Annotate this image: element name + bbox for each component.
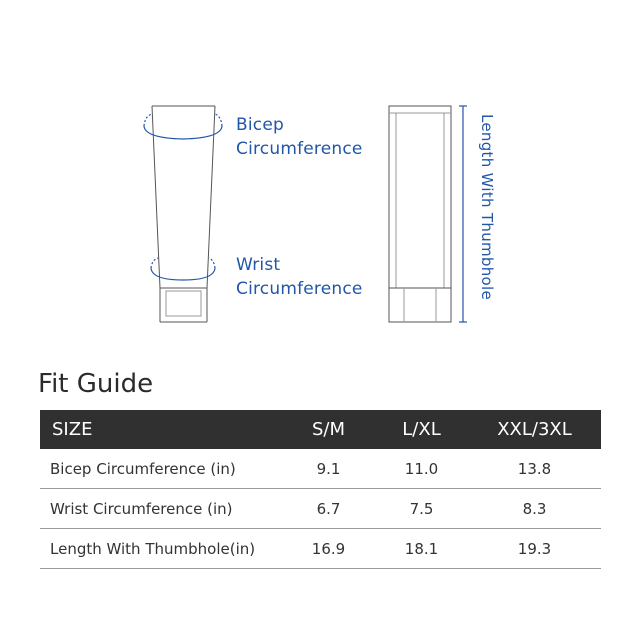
row-label: Bicep Circumference (in) — [40, 449, 282, 489]
wrist-label — [236, 253, 363, 301]
bicep-label-line1: Bicep — [236, 115, 284, 135]
table-header-row — [40, 410, 601, 449]
wrist-label-line2: Circumference — [236, 279, 363, 299]
wrist-measure-ellipse — [151, 258, 215, 280]
bicep-measure-ellipse — [144, 114, 222, 139]
length-measure-line — [459, 106, 467, 322]
cell-value: 19.3 — [468, 529, 601, 569]
right-sleeve — [389, 106, 451, 322]
cell-value: 8.3 — [468, 489, 601, 529]
table-row — [40, 529, 601, 569]
table-row — [40, 449, 601, 489]
length-label: Length With Thumbhole — [478, 114, 496, 301]
bicep-label — [236, 113, 363, 161]
header-size: SIZE — [40, 410, 282, 449]
cell-value: 6.7 — [282, 489, 375, 529]
bicep-label-line2: Circumference — [236, 139, 363, 159]
wrist-label-line1: Wrist — [236, 255, 281, 275]
cell-value: 13.8 — [468, 449, 601, 489]
fit-guide-title: Fit Guide — [38, 369, 154, 399]
cell-value: 11.0 — [375, 449, 468, 489]
cell-value: 16.9 — [282, 529, 375, 569]
cell-value: 9.1 — [282, 449, 375, 489]
fit-guide-table — [40, 410, 601, 569]
table-row — [40, 489, 601, 529]
row-label: Wrist Circumference (in) — [40, 489, 282, 529]
cell-value: 7.5 — [375, 489, 468, 529]
row-label: Length With Thumbhole(in) — [40, 529, 282, 569]
header-sm: S/M — [282, 410, 375, 449]
header-lxl: L/XL — [375, 410, 468, 449]
header-xxl3xl: XXL/3XL — [468, 410, 601, 449]
cell-value: 18.1 — [375, 529, 468, 569]
